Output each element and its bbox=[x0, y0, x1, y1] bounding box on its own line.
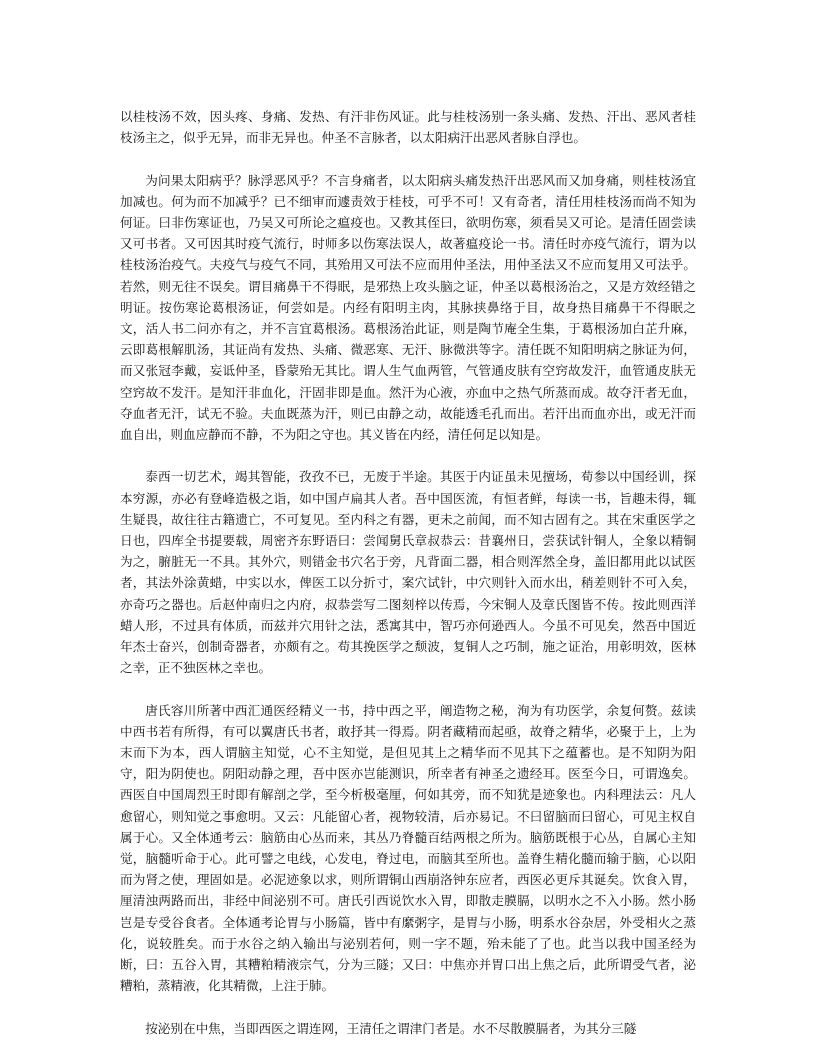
paragraph-5: 按泌别在中焦，当即西医之谓连网，王清任之谓津门者是。水不尽散膜膈者，为其分三隧 bbox=[145, 1020, 637, 1036]
paragraph-1: 以桂枝汤不效，因头疼、身痛、发热、有汗非伤风证。此与桂枝汤别一条头痛、发热、汗出、恶风者桂枝汤主之，似乎无异，而非无异也。仲圣不言脉者，以太阳病汗出恶风者脉自浮也。 bbox=[120, 109, 696, 146]
document-page bbox=[120, 106, 696, 1060]
paragraph-2: 为问果太阳病乎？脉浮恶风乎？不言身痛者，以太阳病头痛发热汗出恶风而又加身痛，则桂枝汤宜加减也。何为而不加减乎？已不细审而遽责效于桂枝，可乎不可！又有奇者，清任用桂枝汤而尚不知为何证。曰非伤寒证也，乃吴又可所论之瘟疫也。又教其侄曰，欲明伤寒，须看吴又可论。是清任固尝读又可书者。又可因其时疫气流行，时师多以伤寒法误人，故著瘟疫论一书。清任时亦疫气流行，谓为以桂枝汤治疫气。夫疫气与疫气不同，其殆用又可法不应而用仲圣法，用仲圣法又不应而复用又可法乎。若然，则无往不误矣。谓目痛鼻干不得眠，是邪热上攻头脑之证，仲圣以葛根汤治之，又是方效经错之明证。按伤寒论葛根汤证，何尝如是。内经有阳明主肉，其脉挟鼻络于目，故身热目痛鼻干不得眠之文，活人书二问亦有之，并不言宜葛根汤。葛根汤治此证，则是陶节庵全生集，于葛根汤加白芷升麻，云即葛根解肌汤，其证尚有发热、头痛、微恶寒、无汗、脉微洪等字。清任既不知阳明病之脉证为何，而又张冠李戴，妄诋仲圣，昏蒙殆无其比。谓人生气血两管，气管通皮肤有空窍故发汗，血管通皮肤无空窍故不发汗。是知汗非血化，汗固非即是血。然汗为心液，亦血中之热气所蒸而成。故夺汗者无血，夺血者无汗，试无不验。夫血既蒸为汗，则已由静之动，故能透毛孔而出。若汗出而血亦出，或无汗而血自出，则血应静而不静，不为阳之守也。其义皆在内经，清任何足以知是。 bbox=[120, 172, 696, 443]
paragraph-3: 泰西一切艺术，竭其智能，孜孜不已，无废于半途。其医于内证虽未见擅场，荀参以中国经训，探本穷源，亦必有登峰造极之诣，如中国卢扁其人者。吾中国医流，有恒者鲜，每读一书，旨趣未得，辄生疑畏，故往往古籍遗亡，不可复见。至内科之有器，更未之前闻，而不知古固有之。其在宋重医学之日也，四库全书提要载，周密齐东野语曰：尝闻舅氏章叔恭云：昔襄州日，尝获试针铜人，全象以精铜为之，腑脏无一不具。其外穴，则错金书穴名于旁，凡背面二器，相合则浑然全身，盖旧都用此以试医者，其法外涂黄蜡，中实以水，俾医工以分折寸，案穴试针，中穴则针入而水出，稍差则针不可入矣，亦奇巧之器也。后赵仲南归之内府，叔恭尝写二图刻梓以传焉，今宋铜人及章氏图皆不传。按此则西洋蜡人形，不过具有体质，而兹并穴用针之法，悉寓其中，智巧亦何逊西人。今虽不可见矣，然吾中国近年杰士奋兴，创制奇器者，亦颇有之。苟其挽医学之颓波，复铜人之巧制，施之证治，用彰明效，医林之幸，正不独医林之幸也。 bbox=[120, 469, 696, 676]
paragraph-4: 唐氏容川所著中西汇通医经精义一书，持中西之平，阐造物之秘，洵为有功医学，余复何赘。兹读中西书若有所得，有可以翼唐氏书者，敢抒其一得焉。阴者藏精而起亟，故脊之精华，必聚于上，上为末而下为本，西人谓脑主知觉，心不主知觉，是但见其上之精华而不见其下之蕴蓄也。是不知阴为阳守，阳为阴使也。阴阳动静之理，吾中医亦岂能测识，所幸者有神圣之遗经耳。医至今日，可谓逸矣。西医自中国周烈王时即有解剖之学，至今析极毫厘，何如其旁，而不知犹是迹象也。内科理法云：凡人愈留心，则知觉之事愈明。又云：凡能留心者，视物较清，后亦易记。不曰留脑而曰留心，可见主权自属于心。又全体通考云：脑筋由心丛而来，其丛乃脊髓百结两根之所为。脑筋既根于心丛，自属心主知觉，脑髓听命于心。此可譬之电线，心发电，脊过电，而脑其至所也。盖脊生精化髓而输于脑，心以阳而为肾之使，理固如是。必泥迹象以求，则所谓铜山西崩洛钟东应者，西医必更斥其诞矣。饮食入胃，厘清浊两路而出，非经中间泌别不可。唐氏引西说饮水入胃，即散走膜膈，以明水之不入小肠。然小肠岂是专受谷食者。全体通考论胃与小肠篇，皆中有縻粥字，是胃与小肠，明系水谷杂居，外受相火之蒸化，说较胜矣。而于水谷之纳入输出与泌别若何，则一字不题，殆未能了了也。此当以我中国圣经为断，曰：五谷入胃，其糟粕精液宗气，分为三隧；又曰：中焦亦并胃口出上焦之后，此所谓受气者，泌糟粕，蒸精液，化其精微，上注于肺。 bbox=[120, 702, 696, 994]
